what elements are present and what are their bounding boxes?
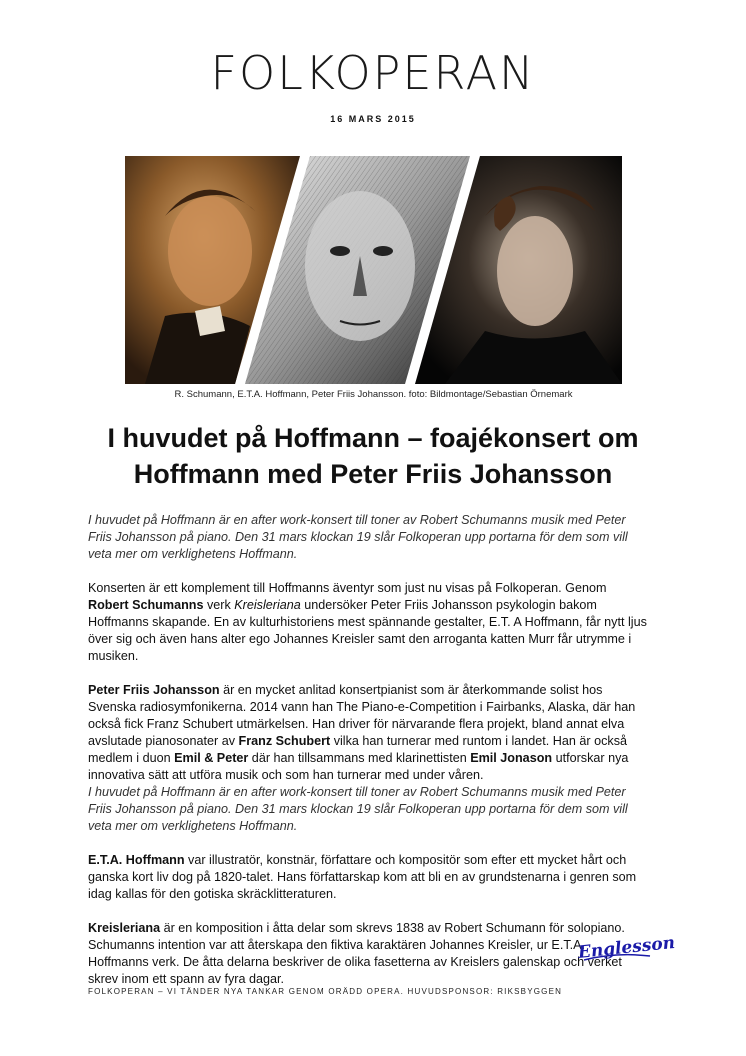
englesson-signature-logo	[576, 930, 676, 970]
paragraph-johansson	[88, 682, 648, 835]
text-span: är en komposition i åtta delar som skrevs 1838 av Robert Schumann för solopiano. Schumanns intention var att återskapa den fiktiva karaktären Johannes Kreisler, ur E.T.A. Hoffmanns verk. De åtta delarna beskriver de olika fasetterna av Kreislers galenskap och verket skrev inom ett spann av fyra dagar.	[88, 921, 625, 986]
article-body	[88, 512, 648, 1005]
text-span: vilka han turnerar med runtom i landet. Han är också medlem i duon	[88, 734, 627, 765]
hero-photo-montage	[125, 156, 622, 384]
footer-text: FOLKOPERAN – VI TÄNDER NYA TANKAR GENOM ORÄDD OPERA. HUVUDSPONSOR: RIKSBYGGEN	[88, 987, 563, 996]
text-span: Konserten är ett komplement till Hoffmanns äventyr som just nu visas på Folkoperan. Genom	[88, 581, 607, 595]
bold-name: Robert Schumanns	[88, 598, 204, 612]
text-span: undersöker Peter Friis Johansson psykologin bakom Hoffmanns skapande. En av kulturhistoriens mest spännande gestalter, E.T. A Hoffmann, får nytt ljus över sig och även hans alter ego Johannes Kreisler samt den arroganta katten Murr får utrymme i musiken.	[88, 598, 647, 663]
work-title: Kreisleriana	[234, 598, 301, 612]
bold-name: Kreisleriana	[88, 921, 161, 935]
text-span: är en mycket anlitad konsertpianist som är återkommande solist hos Svenska radiosymfonikerna. 2014 vann han The Piano-e-Competition i Fairbanks, Alaska, där han också fick Franz Schubert utmärkelsen. Han driver för närvarande flera projekt, bland annat elva avslutade pianosonater av	[88, 683, 636, 748]
paragraph-kreisleriana	[88, 920, 648, 988]
photo-montage-graphic	[125, 156, 622, 384]
headline	[60, 420, 686, 492]
text-span: där han tillsammans med klarinettisten	[248, 751, 471, 765]
headline-line-2: Hoffmann med Peter Friis Johansson	[133, 459, 613, 489]
folkoperan-logo: FOLKOPERAN	[210, 46, 536, 100]
text-span: verk	[203, 598, 235, 612]
press-date: 16 MARS 2015	[330, 114, 416, 124]
bold-name: Emil & Peter	[174, 751, 249, 765]
repeated-lede: I huvudet på Hoffmann är en after work-konsert till toner av Robert Schumanns musik med Peter Friis Johansson på piano. Den 31 mars klockan 19 slår Folkoperan upp portarna för dem som vill veta mer om verklighetens Hoffmann.	[88, 785, 628, 833]
photo-caption: R. Schumann, E.T.A. Hoffmann, Peter Friis Johansson. foto: Bildmontage/Sebastian Örnemark	[174, 389, 573, 400]
headline-line-1: I huvudet på Hoffmann – foajékonsert om	[107, 423, 639, 453]
text-span: utforskar nya innovativa sätt att utföra musik och som han turnerar med under våren.	[88, 751, 629, 782]
paragraph-concert	[88, 580, 648, 665]
bold-name: Peter Friis Johansson	[88, 683, 220, 697]
bold-name: Emil Jonason	[470, 751, 553, 765]
lede-paragraph: I huvudet på Hoffmann är en after work-konsert till toner av Robert Schumanns musik med Peter Friis Johansson på piano. Den 31 mars klockan 19 slår Folkoperan upp portarna för dem som vill veta mer om verklighetens Hoffmann.	[88, 513, 628, 561]
bold-name: Franz Schubert	[238, 734, 331, 748]
bold-name: E.T.A. Hoffmann	[88, 853, 185, 867]
svg-text:Englesson: Englesson	[577, 932, 676, 963]
text-span: var illustratör, konstnär, författare och kompositör som efter ett mycket hårt och ganska kort liv dog på 1820-talet. Hans författarskap kom att bli en av grundstenarna i genren som idag kallas för den gotiska skräcklitteraturen.	[88, 853, 637, 901]
paragraph-hoffmann	[88, 852, 648, 903]
